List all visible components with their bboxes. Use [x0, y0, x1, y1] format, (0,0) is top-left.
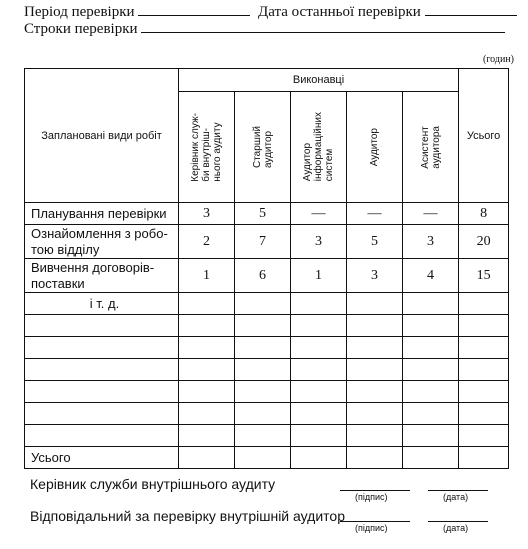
empty-cell[interactable] — [179, 447, 235, 469]
empty-cell[interactable] — [291, 359, 347, 381]
head-date-caption: (дата) — [443, 492, 469, 502]
total-header: Усього — [459, 69, 509, 203]
responsible-signature-label: Відповідальний за перевірку внутрішній аудитор — [30, 508, 345, 524]
empty-cell[interactable] — [459, 447, 509, 469]
executor-is-auditor-label: Аудитор інформаційних систем — [302, 112, 335, 182]
table-row-empty — [25, 359, 509, 381]
cell-value: — — [291, 203, 347, 225]
empty-cell[interactable] — [291, 447, 347, 469]
empty-cell[interactable] — [25, 403, 179, 425]
cell-value: 6 — [235, 259, 291, 293]
audit-plan-table — [24, 68, 509, 469]
empty-cell[interactable] — [291, 425, 347, 447]
executor-col-is-auditor — [291, 92, 347, 203]
empty-cell[interactable] — [459, 315, 509, 337]
empty-cell[interactable] — [459, 359, 509, 381]
executor-col-auditor — [347, 92, 403, 203]
row-label: Ознайомлення з робо- тою відділу — [25, 225, 179, 259]
table-row-empty — [25, 337, 509, 359]
empty-cell[interactable] — [25, 381, 179, 403]
empty-cell[interactable] — [403, 315, 459, 337]
last-check-label: Дата останньої перевірки — [258, 4, 421, 20]
empty-cell[interactable] — [403, 403, 459, 425]
empty-cell[interactable] — [235, 381, 291, 403]
cell-value: 3 — [403, 225, 459, 259]
head-date-line[interactable] — [428, 490, 488, 491]
last-check-field[interactable] — [425, 3, 517, 16]
empty-cell[interactable] — [403, 447, 459, 469]
head-signature-label: Керівник служби внутрішнього аудиту — [30, 476, 276, 492]
empty-cell[interactable] — [459, 403, 509, 425]
empty-cell[interactable] — [403, 337, 459, 359]
row-total: 20 — [459, 225, 509, 259]
empty-cell[interactable] — [25, 315, 179, 337]
footer-total-label: Усього — [25, 447, 179, 469]
empty-cell[interactable] — [179, 403, 235, 425]
table-row — [25, 225, 509, 259]
planned-work-header: Заплановані види робіт — [25, 69, 179, 203]
empty-cell[interactable] — [235, 447, 291, 469]
empty-cell[interactable] — [235, 425, 291, 447]
empty-cell[interactable] — [403, 293, 459, 315]
executor-auditor-label: Аудитор — [369, 127, 380, 167]
empty-cell[interactable] — [347, 293, 403, 315]
empty-cell[interactable] — [25, 425, 179, 447]
executor-col-head — [179, 92, 235, 203]
responsible-date-line[interactable] — [428, 521, 488, 522]
empty-cell[interactable] — [403, 359, 459, 381]
executors-header: Виконавці — [179, 69, 459, 92]
empty-cell[interactable] — [235, 293, 291, 315]
empty-cell[interactable] — [291, 381, 347, 403]
empty-cell[interactable] — [235, 337, 291, 359]
table-row-empty — [25, 315, 509, 337]
terms-label: Строки перевірки — [24, 21, 138, 37]
empty-cell[interactable] — [179, 425, 235, 447]
terms-line — [24, 20, 505, 38]
empty-cell[interactable] — [347, 359, 403, 381]
empty-cell[interactable] — [347, 403, 403, 425]
empty-cell[interactable] — [179, 359, 235, 381]
table-row — [25, 203, 509, 225]
empty-cell[interactable] — [179, 315, 235, 337]
row-total: 8 — [459, 203, 509, 225]
empty-cell[interactable] — [347, 315, 403, 337]
cell-value: 1 — [291, 259, 347, 293]
empty-cell[interactable] — [347, 381, 403, 403]
empty-cell[interactable] — [179, 381, 235, 403]
head-signature-caption: (підпис) — [355, 492, 388, 502]
empty-cell[interactable] — [235, 315, 291, 337]
empty-cell[interactable] — [459, 337, 509, 359]
unit-label: (годин) — [482, 54, 514, 65]
cell-value: — — [403, 203, 459, 225]
table-row-empty — [25, 381, 509, 403]
empty-cell[interactable] — [291, 315, 347, 337]
executor-head-label: Керівник служ- би внутріш- нього аудиту — [190, 112, 223, 182]
period-label: Період перевірки — [24, 4, 135, 20]
cell-value: 5 — [347, 225, 403, 259]
empty-cell[interactable] — [347, 447, 403, 469]
period-field[interactable] — [138, 3, 250, 16]
empty-cell[interactable] — [25, 337, 179, 359]
cell-value: 7 — [235, 225, 291, 259]
empty-cell[interactable] — [459, 381, 509, 403]
responsible-signature-line[interactable] — [340, 521, 410, 522]
table-row-etc — [25, 293, 509, 315]
responsible-signature-caption: (підпис) — [355, 523, 388, 533]
table-row-empty — [25, 425, 509, 447]
executor-assistant-label: Асистент аудитора — [419, 125, 442, 169]
empty-cell[interactable] — [459, 425, 509, 447]
empty-cell[interactable] — [291, 403, 347, 425]
empty-cell[interactable] — [347, 425, 403, 447]
cell-value: — — [347, 203, 403, 225]
empty-cell[interactable] — [235, 359, 291, 381]
empty-cell[interactable] — [403, 425, 459, 447]
cell-value: 2 — [179, 225, 235, 259]
empty-cell[interactable] — [459, 293, 509, 315]
table-row-empty — [25, 403, 509, 425]
cell-value: 3 — [291, 225, 347, 259]
cell-value: 5 — [235, 203, 291, 225]
table-row — [25, 259, 509, 293]
row-label: Вивчення договорів- поставки — [25, 259, 179, 293]
empty-cell[interactable] — [235, 403, 291, 425]
cell-value: 3 — [179, 203, 235, 225]
cell-value: 3 — [347, 259, 403, 293]
empty-cell[interactable] — [291, 293, 347, 315]
row-label: Планування перевірки — [25, 203, 179, 225]
executor-senior-label: Старший аудитор — [251, 125, 274, 168]
table-row-total — [25, 447, 509, 469]
empty-cell[interactable] — [403, 381, 459, 403]
period-line — [24, 3, 517, 21]
head-signature-line[interactable] — [340, 490, 410, 491]
row-total: 15 — [459, 259, 509, 293]
empty-cell[interactable] — [179, 293, 235, 315]
empty-cell[interactable] — [291, 337, 347, 359]
cell-value: 4 — [403, 259, 459, 293]
cell-value: 1 — [179, 259, 235, 293]
empty-cell[interactable] — [25, 359, 179, 381]
etc-label: і т. д. — [25, 293, 179, 315]
responsible-date-caption: (дата) — [443, 523, 469, 533]
executor-col-senior — [235, 92, 291, 203]
terms-field[interactable] — [141, 20, 505, 33]
empty-cell[interactable] — [347, 337, 403, 359]
empty-cell[interactable] — [179, 337, 235, 359]
executor-col-assistant — [403, 92, 459, 203]
